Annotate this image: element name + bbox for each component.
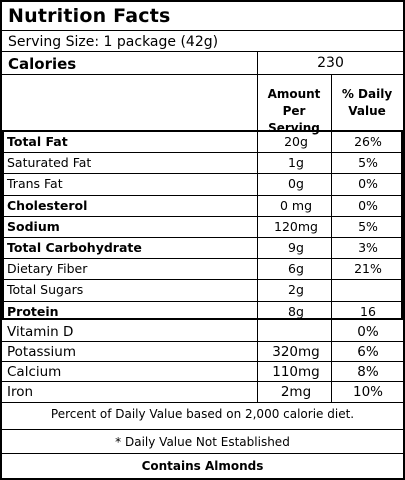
nutrient-daily-value: 26% xyxy=(354,134,382,149)
nutrient-name: Total Sugars xyxy=(7,282,84,298)
column-divider xyxy=(257,320,258,402)
row-divider xyxy=(2,301,403,302)
nutrient-name: Dietary Fiber xyxy=(7,261,88,277)
nutrient-daily-value: 6% xyxy=(357,344,379,360)
row-divider xyxy=(2,279,403,280)
nutrient-name: Total Carbohydrate xyxy=(7,240,142,255)
label-title: Nutrition Facts xyxy=(8,5,171,27)
nutrient-amount: 6g xyxy=(288,261,304,277)
nutrient-daily-value: 0% xyxy=(357,324,379,340)
calories-value: 230 xyxy=(317,55,344,71)
row-divider xyxy=(2,237,403,238)
divider xyxy=(2,429,403,430)
nutrient-name: Potassium xyxy=(7,344,77,360)
column-divider xyxy=(257,130,258,320)
daily-value-footnote: Percent of Daily Value based on 2,000 calorie diet. xyxy=(50,407,355,421)
nutrient-name: Vitamin D xyxy=(7,324,74,340)
nutrient-name: Sodium xyxy=(7,218,60,234)
nutrient-amount: 2g xyxy=(288,282,304,298)
nutrient-amount: 0g xyxy=(288,176,304,192)
nutrient-name: Cholesterol xyxy=(7,197,88,213)
serving-size: Serving Size: 1 package (42g) xyxy=(8,34,219,50)
nutrient-amount: 120mg xyxy=(274,218,318,234)
nutrient-name: Iron xyxy=(7,384,34,400)
column-divider xyxy=(331,130,332,320)
column-divider xyxy=(331,320,332,402)
row-divider xyxy=(2,216,403,217)
nutrient-daily-value: 21% xyxy=(354,261,382,277)
divider xyxy=(2,74,403,75)
row-divider xyxy=(2,173,403,174)
divider xyxy=(2,453,403,454)
not-established-note: * Daily Value Not Established xyxy=(115,435,290,449)
amount-header: Amount Per Serving xyxy=(267,87,321,135)
nutrient-daily-value: 10% xyxy=(352,384,383,400)
nutrient-amount: 320mg xyxy=(272,344,320,360)
row-divider xyxy=(2,152,403,153)
row-divider xyxy=(2,402,403,403)
daily-value-header: % Daily Value xyxy=(341,87,393,118)
nutrient-amount: 2mg xyxy=(280,384,312,400)
row-divider xyxy=(2,258,403,259)
nutrient-amount: 1g xyxy=(288,155,304,171)
nutrient-name: Total Fat xyxy=(7,134,68,149)
nutrient-amount: 20g xyxy=(284,134,308,149)
row-divider xyxy=(2,341,403,342)
nutrient-daily-value: 16 xyxy=(360,303,376,319)
divider xyxy=(2,30,403,31)
nutrient-daily-value: 5% xyxy=(358,155,378,171)
nutrient-daily-value: 3% xyxy=(358,240,378,255)
nutrient-amount: 9g xyxy=(288,240,304,255)
nutrient-name: Trans Fat xyxy=(7,176,63,192)
nutrient-amount: 110mg xyxy=(272,364,320,380)
nutrient-daily-value: 5% xyxy=(358,218,378,234)
allergen-statement: Contains Almonds xyxy=(141,459,264,473)
nutrient-daily-value: 0% xyxy=(358,197,378,213)
calories-label: Calories xyxy=(8,55,77,73)
nutrient-amount: 8g xyxy=(288,303,304,319)
row-divider xyxy=(2,195,403,196)
nutrient-name: Saturated Fat xyxy=(7,155,92,171)
nutrient-daily-value: 0% xyxy=(358,176,378,192)
nutrient-name: Calcium xyxy=(7,364,62,380)
nutrient-daily-value: 8% xyxy=(357,364,379,380)
row-divider xyxy=(2,361,403,362)
row-divider xyxy=(2,381,403,382)
nutrient-amount: 0 mg xyxy=(279,197,313,213)
nutrient-name: Protein xyxy=(7,303,59,319)
divider xyxy=(2,51,403,52)
